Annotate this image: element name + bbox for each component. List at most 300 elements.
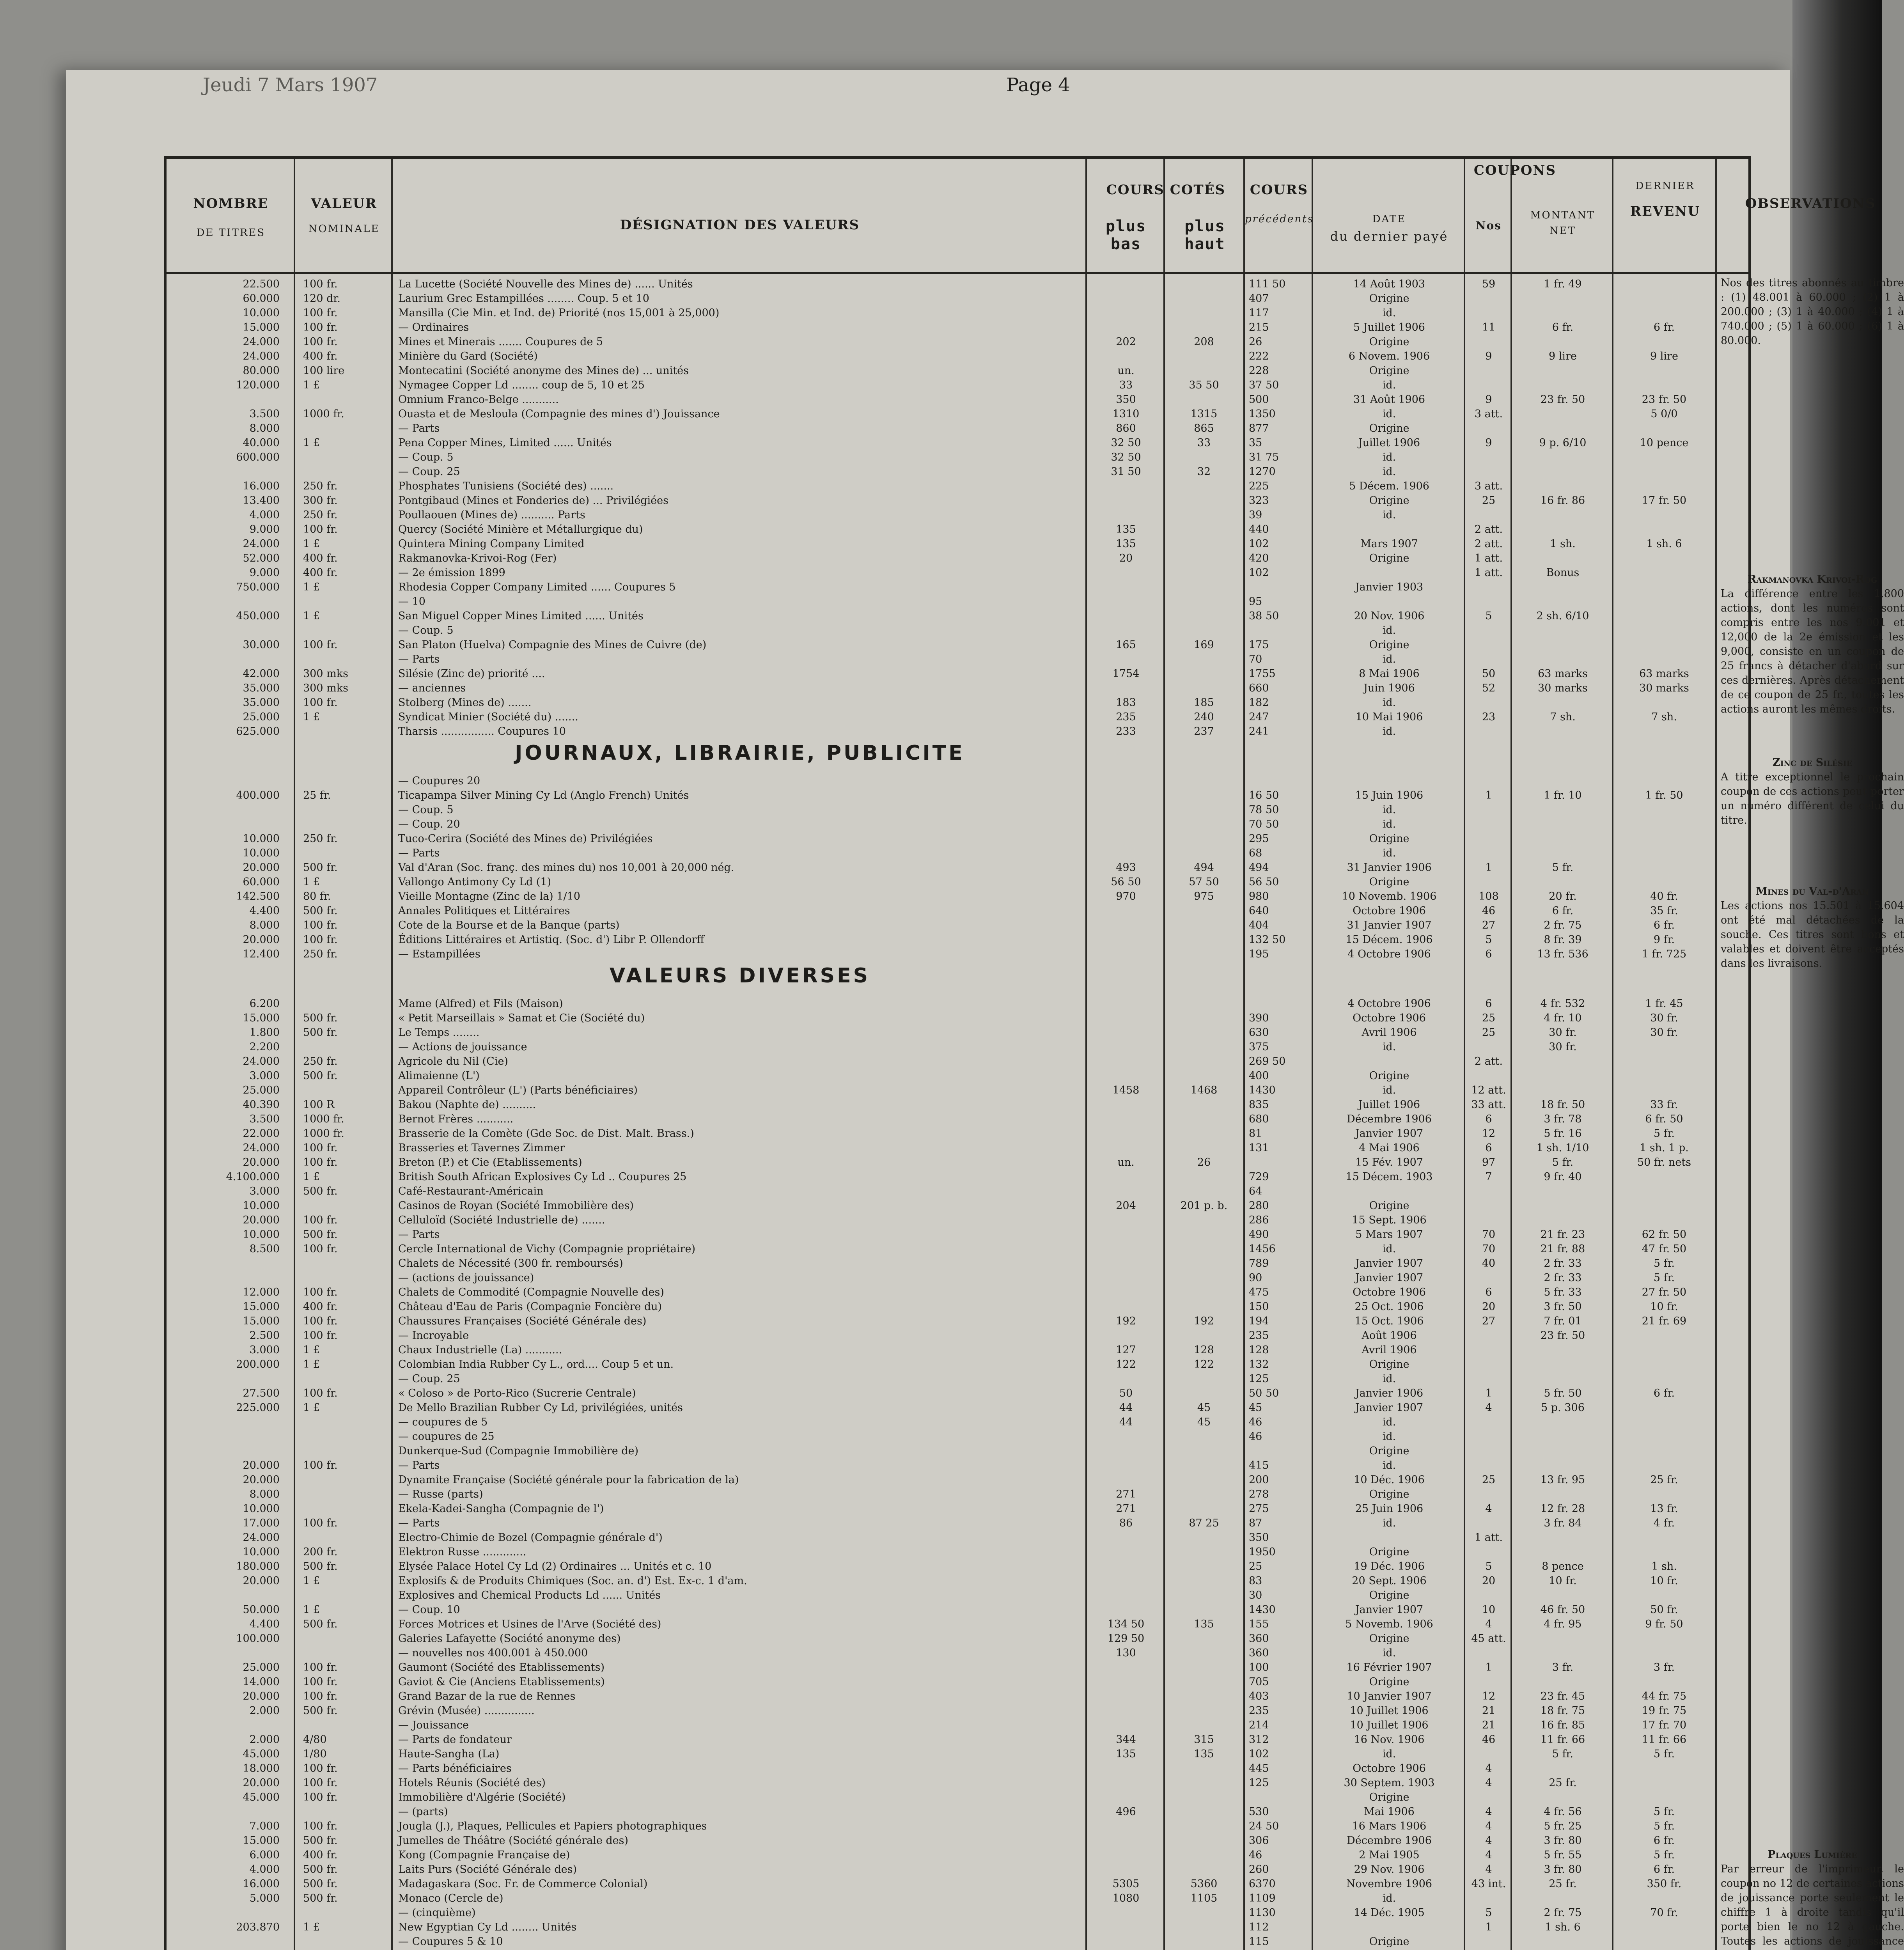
titles-count: 17.000: [243, 1517, 280, 1529]
nominal-value: 1 £: [303, 379, 320, 391]
coupon-amount: 8 pence: [1542, 1560, 1584, 1572]
nominal-value: 500 fr.: [303, 1185, 338, 1197]
security-name: — Parts: [398, 847, 440, 859]
coupon-date: Août 1906: [1362, 1330, 1417, 1342]
nominal-value: 100 fr.: [303, 1243, 338, 1255]
low-price: 350: [1116, 394, 1136, 406]
coupon-amount: 1 sh. 6: [1545, 1921, 1581, 1933]
coupon-amount: 5 p. 306: [1541, 1402, 1585, 1414]
titles-count: 2.000: [249, 1705, 280, 1717]
security-name: Nymagee Copper Ld ........ coup de 5, 10 et 25: [398, 379, 645, 391]
quotation-table: [164, 156, 1904, 1950]
coupon-date: Origine: [1369, 422, 1409, 434]
coupon-amount: 4 fr. 532: [1540, 998, 1585, 1010]
nominal-value: 100 fr.: [303, 1690, 338, 1702]
security-name: Ticapampa Silver Mining Cy Ld (Anglo French) Unités: [398, 789, 689, 801]
security-name: Syndicat Minier (Société du) .......: [398, 711, 578, 723]
security-name: Casinos de Royan (Société Immobilière des): [398, 1200, 634, 1212]
last-yield: 6 fr. 50: [1645, 1113, 1683, 1125]
nominal-value: 300 fr.: [303, 495, 338, 507]
header-observations: OBSERVATIONS: [1745, 196, 1876, 211]
security-name: Chalets de Nécessité (300 fr. remboursés): [398, 1257, 623, 1269]
nominal-value: 100 fr.: [303, 307, 338, 319]
previous-price: 39: [1249, 509, 1262, 521]
coupon-date: 30 Septem. 1903: [1344, 1777, 1435, 1789]
previous-price: 275: [1249, 1503, 1269, 1515]
security-name: Tuco-Cerira (Société des Mines de) Privilégiées: [398, 833, 653, 845]
nominal-value: 1 £: [303, 711, 320, 723]
coupon-date: Origine: [1369, 365, 1409, 377]
coupon-number: 27: [1482, 919, 1496, 931]
coupon-date: Origine: [1369, 1488, 1409, 1500]
previous-price: 200: [1249, 1474, 1269, 1486]
last-yield: 44 fr. 75: [1642, 1690, 1687, 1702]
previous-price: 6370: [1249, 1878, 1276, 1890]
titles-count: 7.000: [249, 1820, 280, 1832]
high-price: 135: [1194, 1618, 1214, 1630]
coupon-number: 20: [1482, 1575, 1496, 1587]
previous-price: 877: [1249, 422, 1269, 434]
nominal-value: 80 fr.: [303, 890, 331, 902]
low-price: 32 50: [1111, 437, 1141, 449]
coupon-amount: 6 fr.: [1552, 321, 1574, 333]
titles-count: 40.390: [243, 1099, 280, 1111]
coupon-date: id.: [1382, 653, 1396, 665]
low-price: 31 50: [1111, 466, 1141, 478]
titles-count: 27.500: [243, 1387, 280, 1399]
low-price: 32 50: [1111, 451, 1141, 463]
low-price: 860: [1116, 422, 1136, 434]
titles-count: 24.000: [243, 1055, 280, 1067]
previous-price: 95: [1249, 596, 1262, 608]
coupon-amount: 3 fr.: [1552, 1661, 1574, 1673]
titles-count: 4.000: [249, 1863, 280, 1876]
coupon-date: Janvier 1907: [1355, 1272, 1424, 1284]
previous-price: 24 50: [1249, 1820, 1279, 1832]
security-name: Celluloïd (Société Industrielle de) .......: [398, 1214, 605, 1226]
previous-price: 150: [1249, 1301, 1269, 1313]
previous-price: 475: [1249, 1286, 1269, 1298]
security-name: Grand Bazar de la rue de Rennes: [398, 1690, 576, 1702]
low-price: 493: [1116, 862, 1136, 874]
low-price: 33: [1119, 379, 1133, 391]
security-name: Immobilière d'Algérie (Société): [398, 1791, 566, 1803]
last-yield: 23 fr. 50: [1642, 394, 1687, 406]
previous-price: 1350: [1249, 408, 1276, 420]
low-price: 130: [1116, 1647, 1136, 1659]
low-price: 271: [1116, 1488, 1136, 1500]
previous-price: 78 50: [1249, 804, 1279, 816]
coupon-number: 45 att.: [1471, 1633, 1506, 1645]
high-price: 192: [1194, 1315, 1214, 1327]
high-price: 45: [1197, 1402, 1211, 1414]
security-name: — (actions de jouissance): [398, 1272, 534, 1284]
last-yield: 5 fr.: [1653, 1806, 1675, 1818]
coupon-number: 1: [1485, 1921, 1492, 1933]
header-coupons: COUPONS: [1473, 163, 1557, 178]
coupon-date: id.: [1382, 1892, 1396, 1904]
titles-count: 13.400: [243, 495, 280, 507]
previous-price: 295: [1249, 833, 1269, 845]
titles-count: 35.000: [243, 682, 280, 694]
coupon-date: Janvier 1907: [1355, 1127, 1424, 1140]
titles-count: 3.500: [249, 408, 280, 420]
coupon-amount: 46 fr. 50: [1540, 1604, 1585, 1616]
coupon-date: id.: [1382, 408, 1396, 420]
coupon-amount: 3 fr. 80: [1544, 1835, 1582, 1847]
previous-price: 64: [1249, 1185, 1262, 1197]
previous-price: 280: [1249, 1200, 1269, 1212]
low-price: 204: [1116, 1200, 1136, 1212]
titles-count: 10.000: [243, 1200, 280, 1212]
security-name: Laits Purs (Société Générale des): [398, 1863, 577, 1876]
titles-count: 10.000: [243, 1503, 280, 1515]
last-yield: 6 fr.: [1653, 1835, 1675, 1847]
previous-price: 225: [1249, 480, 1269, 492]
coupon-number: 46: [1482, 1734, 1496, 1746]
previous-price: 35: [1249, 437, 1262, 449]
security-name: Stolberg (Mines de) .......: [398, 697, 532, 709]
previous-price: 390: [1249, 1012, 1269, 1024]
titles-count: 12.400: [243, 948, 280, 960]
security-name: Cote de la Bourse et de la Banque (parts): [398, 919, 620, 931]
coupon-amount: 7 fr. 01: [1544, 1315, 1582, 1327]
titles-count: 20.000: [243, 1690, 280, 1702]
last-yield: 9 fr. 50: [1645, 1618, 1683, 1630]
high-price: 87 25: [1189, 1517, 1219, 1529]
observation-note: [1721, 755, 1904, 828]
security-name: Agricole du Nil (Cie): [398, 1055, 508, 1067]
titles-count: 20.000: [243, 1156, 280, 1168]
titles-count: 3.500: [249, 1113, 280, 1125]
last-yield: 5 fr.: [1653, 1849, 1675, 1861]
low-price: 233: [1116, 725, 1136, 737]
coupon-date: Juin 1906: [1363, 682, 1415, 694]
high-price: 1468: [1190, 1084, 1218, 1096]
security-name: — anciennes: [398, 682, 466, 694]
nominal-value: 100 fr.: [303, 1661, 338, 1673]
nominal-value: 100 fr.: [303, 1777, 338, 1789]
security-name: Gaumont (Société des Etablissements): [398, 1661, 605, 1673]
coupon-number: 5: [1485, 610, 1492, 622]
low-price: un.: [1117, 1156, 1135, 1168]
coupon-number: 25: [1482, 1474, 1496, 1486]
coupon-date: Origine: [1369, 1676, 1409, 1688]
coupon-date: 20 Sept. 1906: [1352, 1575, 1427, 1587]
header-nombre: NOMBRE DE TITRES: [193, 196, 269, 239]
coupon-date: Origine: [1369, 292, 1409, 305]
titles-count: 9.000: [249, 523, 280, 535]
coupon-amount: 5 fr. 33: [1544, 1286, 1582, 1298]
security-name: — Coup. 25: [398, 466, 460, 478]
security-name: — coupures de 5: [398, 1416, 488, 1428]
high-price: 169: [1194, 639, 1214, 651]
high-price: 26: [1197, 1156, 1211, 1168]
table-row: [167, 723, 1748, 740]
titles-count: 24.000: [243, 1532, 280, 1544]
coupon-number: 50: [1482, 668, 1496, 680]
titles-count: 200.000: [236, 1358, 280, 1370]
observation-note: [1721, 572, 1904, 716]
previous-price: 1430: [1249, 1084, 1276, 1096]
last-yield: 10 fr.: [1650, 1301, 1678, 1313]
last-yield: 17 fr. 70: [1642, 1719, 1687, 1731]
titles-count: 10.000: [243, 833, 280, 845]
nominal-value: 500 fr.: [303, 905, 338, 917]
titles-count: 16.000: [243, 1878, 280, 1890]
previous-price: 500: [1249, 394, 1269, 406]
previous-price: 306: [1249, 1835, 1269, 1847]
header-cours: COURS précédents: [1245, 182, 1314, 225]
previous-price: 375: [1249, 1041, 1269, 1053]
coupon-amount: 8 fr. 39: [1544, 934, 1582, 946]
nominal-value: 250 fr.: [303, 833, 338, 845]
previous-price: 312: [1249, 1734, 1269, 1746]
coupon-number: 108: [1479, 890, 1499, 902]
nominal-value: 500 fr.: [303, 1026, 338, 1039]
coupon-number: 25: [1482, 495, 1496, 507]
security-name: Éditions Littéraires et Artistiq. (Soc. d') Libr P. Ollendorff: [398, 934, 704, 946]
table-row: [167, 1948, 1748, 1950]
high-price: 315: [1194, 1734, 1214, 1746]
nominal-value: 4/80: [303, 1734, 327, 1746]
coupon-date: 15 Fév. 1907: [1355, 1156, 1424, 1168]
nominal-value: 500 fr.: [303, 862, 338, 874]
nominal-value: 1 £: [303, 437, 320, 449]
previous-price: 46: [1249, 1431, 1262, 1443]
security-name: — (cinquième): [398, 1907, 476, 1919]
low-price: 129 50: [1107, 1633, 1145, 1645]
coupon-number: 4: [1485, 1820, 1492, 1832]
titles-count: 24.000: [243, 538, 280, 550]
titles-count: 203.870: [236, 1921, 280, 1933]
coupon-amount: 21 fr. 23: [1540, 1228, 1585, 1241]
high-price: 128: [1194, 1344, 1214, 1356]
previous-price: 278: [1249, 1488, 1269, 1500]
observation-note: [1721, 884, 1904, 971]
high-price: 185: [1194, 697, 1214, 709]
coupon-number: 10: [1482, 1604, 1496, 1616]
nominal-value: 1/80: [303, 1748, 327, 1760]
titles-count: 5.000: [249, 1892, 280, 1904]
security-name: Quercy (Société Minière et Métallurgique du): [398, 523, 643, 535]
coupon-date: 10 Mai 1906: [1355, 711, 1423, 723]
nominal-value: 1000 fr.: [303, 1113, 344, 1125]
security-name: San Platon (Huelva) Compagnie des Mines de Cuivre (de): [398, 639, 707, 651]
coupon-date: 20 Nov. 1906: [1354, 610, 1425, 622]
previous-price: 445: [1249, 1762, 1269, 1774]
security-name: Pena Copper Mines, Limited ...... Unités: [398, 437, 612, 449]
previous-price: 1270: [1249, 466, 1276, 478]
previous-price: 235: [1249, 1330, 1269, 1342]
coupon-number: 6: [1485, 1113, 1492, 1125]
titles-count: 8.000: [249, 919, 280, 931]
coupon-date: 19 Déc. 1906: [1354, 1560, 1425, 1572]
security-name: Montecatini (Société anonyme des Mines de) ... unités: [398, 365, 689, 377]
titles-count: 50.000: [243, 1604, 280, 1616]
security-name: — Parts: [398, 653, 440, 665]
coupon-date: id.: [1382, 1459, 1396, 1471]
table-header: [167, 159, 1876, 274]
coupon-date: Origine: [1369, 1445, 1409, 1457]
security-name: — Coup. 20: [398, 818, 460, 830]
high-price: 32: [1197, 466, 1211, 478]
security-name: — Coupures 20: [398, 775, 480, 787]
header-plus-bas: plus bas: [1105, 217, 1147, 253]
coupon-date: 31 Janvier 1907: [1347, 919, 1432, 931]
security-name: Bernot Frères ...........: [398, 1113, 514, 1125]
coupon-amount: 25 fr.: [1549, 1777, 1577, 1789]
coupon-number: 46: [1482, 905, 1496, 917]
coupon-number: 4: [1485, 1402, 1492, 1414]
security-name: Val d'Aran (Soc. franç. des mines du) nos 10,001 à 20,000 nég.: [398, 862, 734, 874]
issue-date: Jeudi 7 Mars 1907: [203, 74, 378, 96]
coupon-date: Origine: [1369, 876, 1409, 888]
previous-price: 132: [1249, 1358, 1269, 1370]
coupon-number: 4: [1485, 1863, 1492, 1876]
coupon-amount: 5 fr.: [1552, 862, 1574, 874]
coupon-date: 29 Nov. 1906: [1354, 1863, 1425, 1876]
low-price: 134 50: [1107, 1618, 1145, 1630]
coupon-date: Octobre 1906: [1353, 1012, 1426, 1024]
coupon-number: 4: [1485, 1835, 1492, 1847]
coupon-date: Octobre 1906: [1353, 1286, 1426, 1298]
titles-count: 8.000: [249, 422, 280, 434]
coupon-amount: 4 fr. 10: [1544, 1012, 1582, 1024]
coupon-number: 70: [1482, 1228, 1496, 1241]
coupon-date: 15 Sept. 1906: [1352, 1214, 1427, 1226]
security-name: Alimaienne (L'): [398, 1070, 480, 1082]
last-yield: 63 marks: [1639, 668, 1689, 680]
coupon-date: 14 Août 1903: [1353, 278, 1425, 290]
last-yield: 30 fr.: [1650, 1012, 1678, 1024]
coupon-date: Origine: [1369, 639, 1409, 651]
low-price: 165: [1116, 639, 1136, 651]
security-name: — Parts: [398, 1459, 440, 1471]
nominal-value: 100 fr.: [303, 639, 338, 651]
coupon-date: Avril 1906: [1362, 1026, 1417, 1039]
coupon-date: 16 Février 1907: [1346, 1661, 1432, 1673]
nominal-value: 250 fr.: [303, 480, 338, 492]
high-price: 865: [1194, 422, 1214, 434]
coupon-number: 4: [1485, 1777, 1492, 1789]
nominal-value: 250 fr.: [303, 1055, 338, 1067]
coupon-amount: 20 fr.: [1549, 890, 1577, 902]
observation-note: [1721, 276, 1904, 348]
coupon-date: 25 Juin 1906: [1355, 1503, 1424, 1515]
coupon-number: 27: [1482, 1315, 1496, 1327]
high-price: 57 50: [1189, 876, 1219, 888]
previous-price: 269 50: [1249, 1055, 1286, 1067]
titles-count: 20.000: [243, 934, 280, 946]
last-yield: 3 fr.: [1653, 1661, 1675, 1673]
nominal-value: 100 fr.: [303, 1156, 338, 1168]
coupon-date: Avril 1906: [1362, 1344, 1417, 1356]
security-name: Kong (Compagnie Française de): [398, 1849, 570, 1861]
security-name: Explosives and Chemical Products Ld ...... Unités: [398, 1589, 661, 1601]
nominal-value: 250 fr.: [303, 509, 338, 521]
titles-count: 2.000: [249, 1734, 280, 1746]
low-price: 970: [1116, 890, 1136, 902]
coupon-date: 8 Mai 1906: [1359, 668, 1420, 680]
nominal-value: 100 fr.: [303, 1676, 338, 1688]
security-name: Vieille Montagne (Zinc de la) 1/10: [398, 890, 580, 902]
coupon-date: 14 Déc. 1905: [1354, 1907, 1425, 1919]
coupon-amount: 3 fr. 80: [1544, 1863, 1582, 1876]
coupon-date: 10 Juillet 1906: [1350, 1705, 1429, 1717]
previous-price: 46: [1249, 1849, 1262, 1861]
previous-price: 222: [1249, 350, 1269, 362]
low-price: 56 50: [1111, 876, 1141, 888]
security-name: Breton (P.) et Cie (Etablissements): [398, 1156, 582, 1168]
titles-count: 6.000: [249, 1849, 280, 1861]
high-price: 201 p. b.: [1180, 1200, 1228, 1212]
coupon-date: 10 Novemb. 1906: [1342, 890, 1437, 902]
security-name: Bakou (Naphte de) ..........: [398, 1099, 536, 1111]
coupon-date: Origine: [1369, 1546, 1409, 1558]
previous-price: 125: [1249, 1777, 1269, 1789]
titles-count: 15.000: [243, 321, 280, 333]
titles-count: 25.000: [243, 711, 280, 723]
previous-price: 102: [1249, 538, 1269, 550]
previous-price: 1109: [1249, 1892, 1276, 1904]
security-name: Laurium Grec Estampillées ........ Coup. 5 et 10: [398, 292, 649, 305]
security-name: — Coup. 25: [398, 1373, 460, 1385]
coupon-number: 6: [1485, 1142, 1492, 1154]
high-price: 240: [1194, 711, 1214, 723]
previous-price: 835: [1249, 1099, 1269, 1111]
coupon-date: id.: [1382, 307, 1396, 319]
observation-text: La différence entre les 1.800 actions, dont les numéros sont compris entre les nos 9.001 et 12,000 de la 2e émission et les 9,000, consiste en un coupon de 25 francs à détacher d'abord sur ces dernières. Après détachement de ce coupon de 25 fr., toutes les actions auront les mêmes droits.: [1721, 588, 1904, 715]
coupon-number: 2 att.: [1474, 523, 1503, 535]
security-name: Galeries Lafayette (Société anonyme des): [398, 1633, 621, 1645]
titles-count: 3.000: [249, 1070, 280, 1082]
low-price: 44: [1119, 1416, 1133, 1428]
nominal-value: 1 £: [303, 1921, 320, 1933]
coupon-date: id.: [1382, 1517, 1396, 1529]
coupon-date: Origine: [1369, 495, 1409, 507]
titles-count: 45.000: [243, 1791, 280, 1803]
nominal-value: 250 fr.: [303, 948, 338, 960]
last-yield: 30 marks: [1639, 682, 1689, 694]
security-name: — 2e émission 1899: [398, 567, 505, 579]
high-price: 5360: [1190, 1878, 1218, 1890]
coupon-number: 97: [1482, 1156, 1496, 1168]
security-name: Gaviot & Cie (Anciens Etablissements): [398, 1676, 605, 1688]
titles-count: 4.100.000: [226, 1171, 280, 1183]
last-yield: 5 fr.: [1653, 1257, 1675, 1269]
coupon-date: id.: [1382, 725, 1396, 737]
nominal-value: 100 fr.: [303, 321, 338, 333]
coupon-date: Origine: [1369, 1936, 1409, 1948]
coupon-number: 1 att.: [1474, 567, 1503, 579]
coupon-amount: 18 fr. 75: [1540, 1705, 1585, 1717]
previous-price: 182: [1249, 697, 1269, 709]
observation-text: Par erreur de l'imprimeur, le coupon no 12 de certaines actions de jouissance porte seulement le chiffre 1 à droite tandis qu'il porte bien le no 12 à gauche. Toutes les actions de jouissance: [1721, 1863, 1904, 1947]
titles-count: 6.200: [249, 998, 280, 1010]
nominal-value: 100 fr.: [303, 1459, 338, 1471]
coupon-number: 4: [1485, 1806, 1492, 1818]
security-name: — (parts): [398, 1806, 448, 1818]
coupon-number: 21: [1482, 1719, 1496, 1731]
low-price: 20: [1119, 552, 1133, 564]
titles-count: 400.000: [236, 789, 280, 801]
high-price: 1105: [1190, 1892, 1218, 1904]
previous-price: 90: [1249, 1272, 1262, 1284]
previous-price: 46: [1249, 1416, 1262, 1428]
titles-count: 52.000: [243, 552, 280, 564]
coupon-amount: 4 fr. 95: [1544, 1618, 1582, 1630]
